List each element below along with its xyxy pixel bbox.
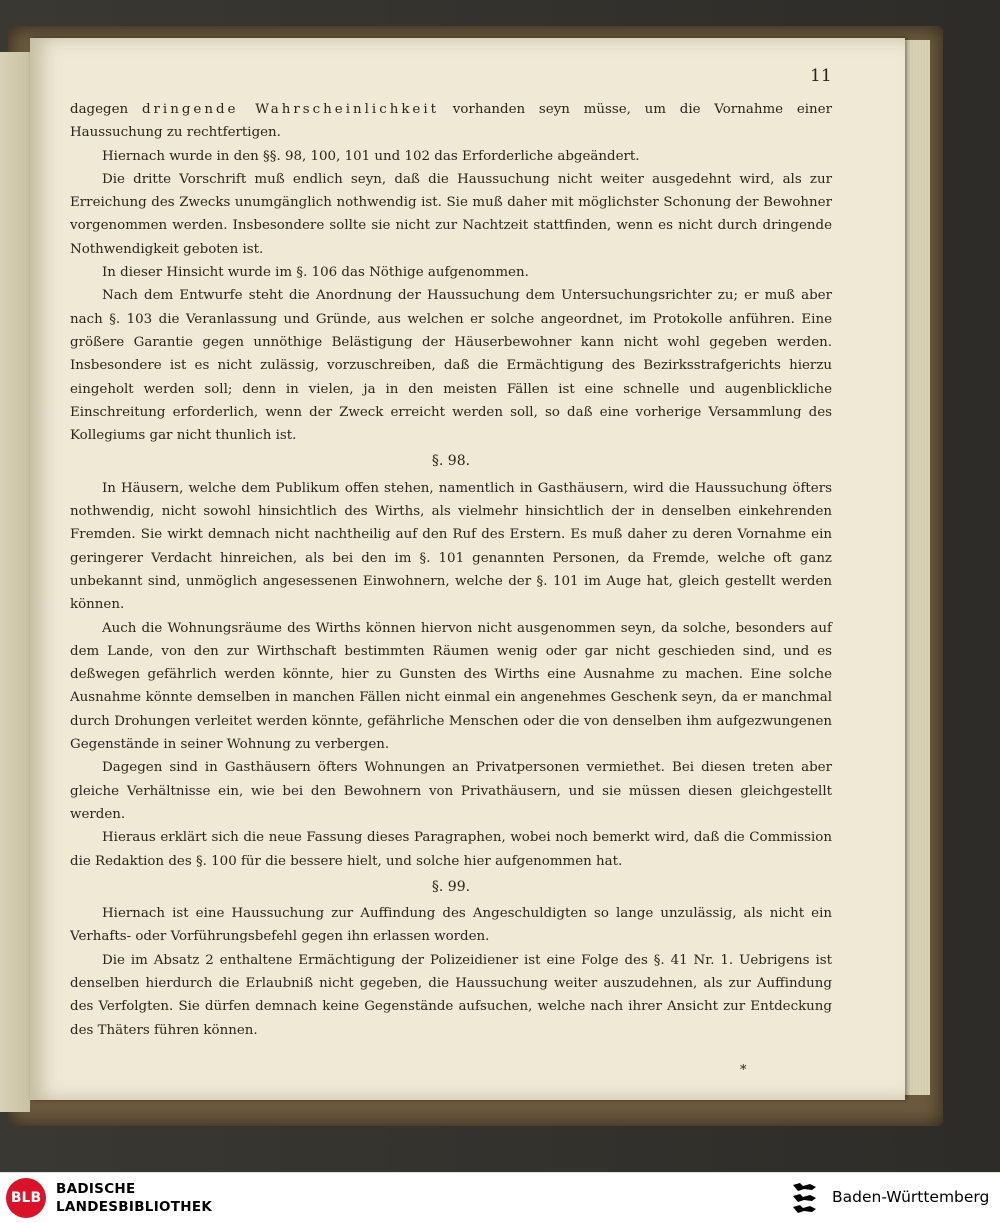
- signature-mark: *: [740, 1063, 747, 1078]
- paragraph: In Häusern, welche dem Publikum offen stehen, namentlich in Gasthäusern, wird die Haussuchung öfters nothwendig, nicht sowohl hinsichtlich des Wirths, als vielmehr hinsichtlich der in denselben einkehrenden Fremden. Sie wirkt demnach nicht nachtheilig auf den Ruf des Erstern. Es muß daher zu deren Vornahme ein geringerer Verdacht hinreichen, als bei den im §. 101 genannten Personen, da Fremde, welche oft ganz unbekannt sind, unmöglich angesessenen Einwohnern, welche der §. 101 im Auge hat, gleich gestellt werden können.: [70, 480, 832, 613]
- library-name-line1: BADISCHE: [56, 1181, 136, 1197]
- left-page-edge: [0, 52, 30, 1112]
- baden-wuerttemberg-lions-icon[interactable]: [790, 1181, 822, 1215]
- paragraph: Nach dem Entwurfe steht die Anordnung der Haussuchung dem Untersuchungsrichter zu; er muß aber nach §. 103 die Veranlassung und Gründe, aus welchen er solche angeordnet, im Protokolle anführen. Eine größere Garantie gegen unnöthige Belästigung der Häuserbewohner kann nicht wohl gegeben werden. Insbesondere ist es nicht zulässig, vorzuschreiben, daß die Ermächtigung des Bezirksstrafgerichts hierzu eingeholt werden soll; denn in vielen, ja in den meisten Fällen ist eine schnelle und augenblickliche Einschreitung erforderlich, wenn der Zweck erreicht werden soll, so daß eine vorherige Versammlung des Kollegiums gar nicht thunlich ist.: [70, 288, 832, 444]
- page-number: 11: [810, 66, 832, 86]
- footer-banner: [0, 1172, 1000, 1223]
- paragraph: dagegen dringende Wahrscheinlichkeit vorhanden seyn müsse, um die Vornahme einer Haussuchung zu rechtfertigen.: [70, 102, 832, 141]
- library-name[interactable]: [56, 1180, 212, 1216]
- state-name[interactable]: Baden-Württemberg: [832, 1188, 990, 1206]
- paragraph: Hiernach wurde in den §§. 98, 100, 101 und 102 das Erforderliche abgeändert.: [102, 148, 640, 164]
- blb-logo[interactable]: BLB: [6, 1178, 46, 1218]
- paragraph: Auch die Wohnungsräume des Wirths können hiervon nicht ausgenommen seyn, da solche, besonders auf dem Lande, von den zur Wirthschaft bestimmten Räumen wenig oder gar nicht geschieden sind, und es deßwegen gefährlich werden könnte, hier zu Gunsten des Wirths eine Ausnahme zu machen. Eine solche Ausnahme könnte demselben in manchen Fällen nicht einmal ein angenehmes Geschenk seyn, da er manchmal durch Drohungen verleitet werden könnte, gefährliche Menschen oder die von denselben ihm aufgezwungenen Gegenstände in seiner Wohnung zu verbergen.: [70, 620, 832, 753]
- paragraph: In dieser Hinsicht wurde im §. 106 das Nöthige aufgenommen.: [102, 265, 529, 281]
- paragraph: Dagegen sind in Gasthäusern öfters Wohnungen an Privatpersonen vermiethet. Bei diesen treten aber gleiche Verhältnisse ein, wie bei den Bewohnern von Privathäusern, und sie müssen diesen gleichgestellt werden.: [70, 760, 832, 822]
- paragraph: Die dritte Vorschrift muß endlich seyn, daß die Haussuchung nicht weiter ausgedehnt wird, als zur Erreichung des Zwecks unumgänglich nothwendig ist. Sie muß daher mit möglichster Schonung der Bewohner vorgenommen werden. Insbesondere sollte sie nicht zur Nachtzeit stattfinden, wenn es nicht durch dringende Nothwendigkeit geboten ist.: [70, 171, 832, 257]
- paragraph: Die im Absatz 2 enthaltene Ermächtigung der Polizeidiener ist eine Folge des §. 41 Nr. 1. Uebrigens ist denselben hierdurch die Erlaubniß nicht gegeben, die Haussuchung weiter auszudehnen, als zur Auffindung des Verfolgten. Sie dürfen demnach keine Gegenstände aufsuchen, welche nach ihrer Ansicht zur Entdeckung des Thäters führen können.: [70, 952, 832, 1038]
- section-heading-99: §. 99.: [431, 878, 471, 895]
- paragraph: Hieraus erklärt sich die neue Fassung dieses Paragraphen, wobei noch bemerkt wird, daß die Commission die Redaktion des §. 100 für die bessere hielt, und solche hier aufgenommen hat.: [70, 830, 832, 869]
- paragraph: Hiernach ist eine Haussuchung zur Auffindung des Angeschuldigten so lange unzulässig, als nicht ein Verhafts- oder Vorführungsbefehl gegen ihn erlassen worden.: [70, 906, 832, 945]
- library-name-line2: LANDESBIBLIOTHEK: [56, 1199, 213, 1215]
- section-heading-98: §. 98.: [431, 453, 471, 470]
- page-text: [70, 98, 832, 1042]
